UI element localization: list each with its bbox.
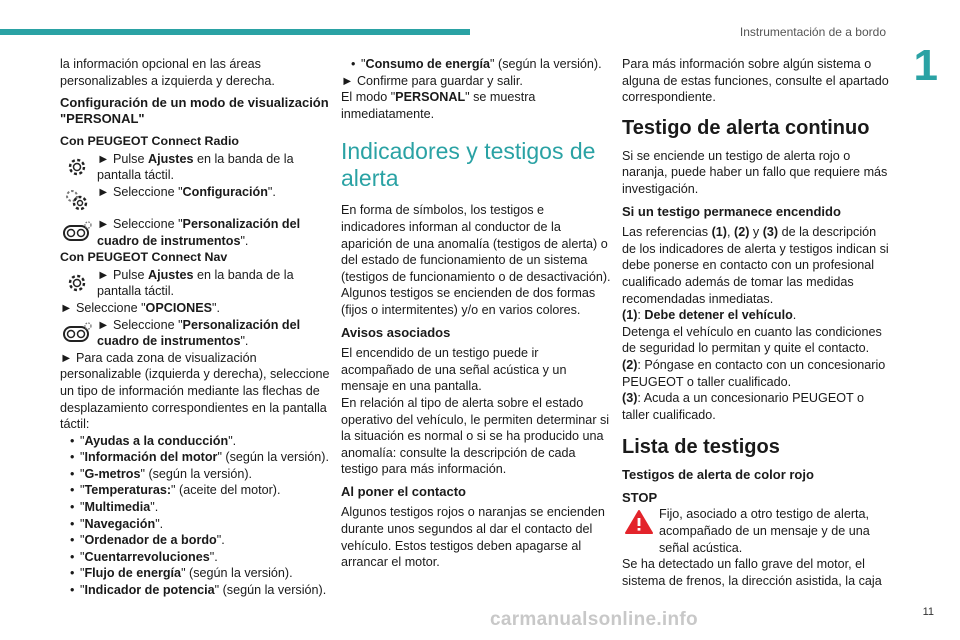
step-text: ► Seleccione "Configuración". <box>97 184 276 199</box>
confirm-step: ► Confirme para guardar y salir. <box>341 73 523 88</box>
heading-rojo: Testigos de alerta de color rojo <box>622 467 814 483</box>
header-accent-bar <box>0 29 470 35</box>
paragraph: Fijo, asociado a otro testigo de alerta, acompañado de un mensaje y de una señal acústica. <box>659 507 870 555</box>
list-item: • "Flujo de energía" (según la versión). <box>80 565 330 582</box>
column-1 <box>60 56 330 599</box>
gear-icon <box>60 151 94 183</box>
intro-text: la información opcional en las áreas personalizables a izquierda y derecha. <box>60 57 275 88</box>
step-row <box>60 151 330 184</box>
section-title-continuo: Testigo de alerta continuo <box>622 116 870 139</box>
section-heading-personal: Configuración de un modo de visualización "PERSONAL" <box>60 95 329 127</box>
list-item: • "Consumo de energía" (según la versión). <box>361 56 611 73</box>
reference-1: (1): Debe detener el vehículo. <box>622 308 797 323</box>
paragraph: Se ha detectado un fallo grave del motor, el sistema de frenos, la dirección asistida, la caja <box>622 557 882 588</box>
list-item: • "Cuentarrevoluciones". <box>80 549 330 566</box>
reference-3: (3): Acuda a un concesionario PEUGEOT o taller cualificado. <box>622 391 864 422</box>
step-row <box>60 267 330 300</box>
step-row <box>60 216 330 249</box>
display-options-list <box>60 433 330 599</box>
list-item: • "Navegación". <box>80 516 330 533</box>
nav-title: Con PEUGEOT Connect Nav <box>60 250 228 265</box>
paragraph: Para más información sobre algún sistema o alguna de estas funciones, consulte el apartado correspondiente. <box>622 57 889 105</box>
column-3 <box>622 56 892 589</box>
paragraph: Detenga el vehículo en cuanto las condiciones de seguridad lo permitan y quite el contacto. <box>622 324 882 356</box>
list-item: • "Indicador de potencia" (según la versión). <box>80 582 330 599</box>
warning-triangle-icon <box>622 506 656 538</box>
list-item: • "Temperaturas:" (aceite del motor). <box>80 482 330 499</box>
step-text: ► Pulse Ajustes en la banda de la pantalla táctil. <box>97 267 294 299</box>
list-item: • "Ordenador de a bordo". <box>80 532 330 549</box>
reference-2: (2): Póngase en contacto con un concesionario PEUGEOT o taller cualificado. <box>622 357 886 389</box>
instrument-panel-icon <box>60 216 94 248</box>
running-header: Instrumentación de a bordo <box>739 25 886 39</box>
paragraph: Si se enciende un testigo de alerta rojo o naranja, puede haber un fallo que requiere más investigación. <box>622 148 888 196</box>
step-text: ► Seleccione "Personalización del cuadro de instrumentos". <box>97 216 301 248</box>
paragraph: En forma de símbolos, los testigos e indicadores informan al conductor de la aparición de una anomalía (testigos de alerta) o del estado de funcionamiento de un sistema (testigos de funcionamiento o de desactivación). Algunos testigos se encienden de dos formas (fijos o intermitentes) y/o en varios colores. <box>341 203 611 317</box>
mode-text: El modo "PERSONAL" se muestra inmediatamente. <box>341 90 536 121</box>
step-row <box>60 317 330 350</box>
list-item: • "Multimedia". <box>80 499 330 516</box>
step-text: ► Seleccione "OPCIONES". <box>60 300 221 315</box>
radio-title: Con PEUGEOT Connect Radio <box>60 134 239 149</box>
paragraph: Las referencias (1), (2) y (3) de la descripción de los indicadores de alerta y testigos indican si debe ponerse en contacto con un profesional cualificado además de tomar las medidas recomendadas inmediatas. <box>622 225 889 306</box>
display-options-list-cont <box>341 56 611 73</box>
list-item: • "Ayudas a la conducción". <box>80 433 330 450</box>
step-text: ► Pulse Ajustes en la banda de la pantalla táctil. <box>97 151 294 183</box>
paragraph: En relación al tipo de alerta sobre el estado operativo del vehículo, le permiten determinar si la situación es normal o si se ha producido una anomalía: consulte la descripción de cada testigo para más información. <box>341 395 610 477</box>
heading-contacto: Al poner el contacto <box>341 483 466 499</box>
settings-gears-icon <box>60 184 94 216</box>
chapter-number: 1 <box>913 41 938 90</box>
gear-icon <box>60 267 94 299</box>
section-title-indicators: Indicadores y testigos de alerta <box>341 138 596 192</box>
step-row <box>60 184 330 216</box>
watermark: carmanualsonline.info <box>490 609 698 630</box>
list-item: • "Información del motor" (según la versión). <box>80 449 330 466</box>
column-2 <box>341 56 611 571</box>
step-text: ► Seleccione "Personalización del cuadro de instrumentos". <box>97 317 301 349</box>
page-number: 11 <box>922 606 934 618</box>
stop-label: STOP <box>622 489 658 505</box>
stop-row <box>622 506 892 556</box>
paragraph: El encendido de un testigo puede ir acompañado de una señal acústica y un mensaje en una pantalla. <box>341 346 567 394</box>
paragraph: Algunos testigos rojos o naranjas se encienden durante unos segundos al dar el contacto del vehículo. Estos testigos deben apagarse al arrancar el motor. <box>341 505 605 570</box>
section-title-lista: Lista de testigos <box>622 436 780 459</box>
step-text: ► Para cada zona de visualización personalizable (izquierda y derecha), seleccione un tipo de información mediante las flechas de desplazamiento correspondientes en la pantalla táctil: <box>60 350 330 432</box>
list-item: • "G-metros" (según la versión). <box>80 466 330 483</box>
instrument-panel-icon <box>60 317 94 349</box>
heading-avisos: Avisos asociados <box>341 324 451 340</box>
heading-permanece: Si un testigo permanece encendido <box>622 203 841 219</box>
